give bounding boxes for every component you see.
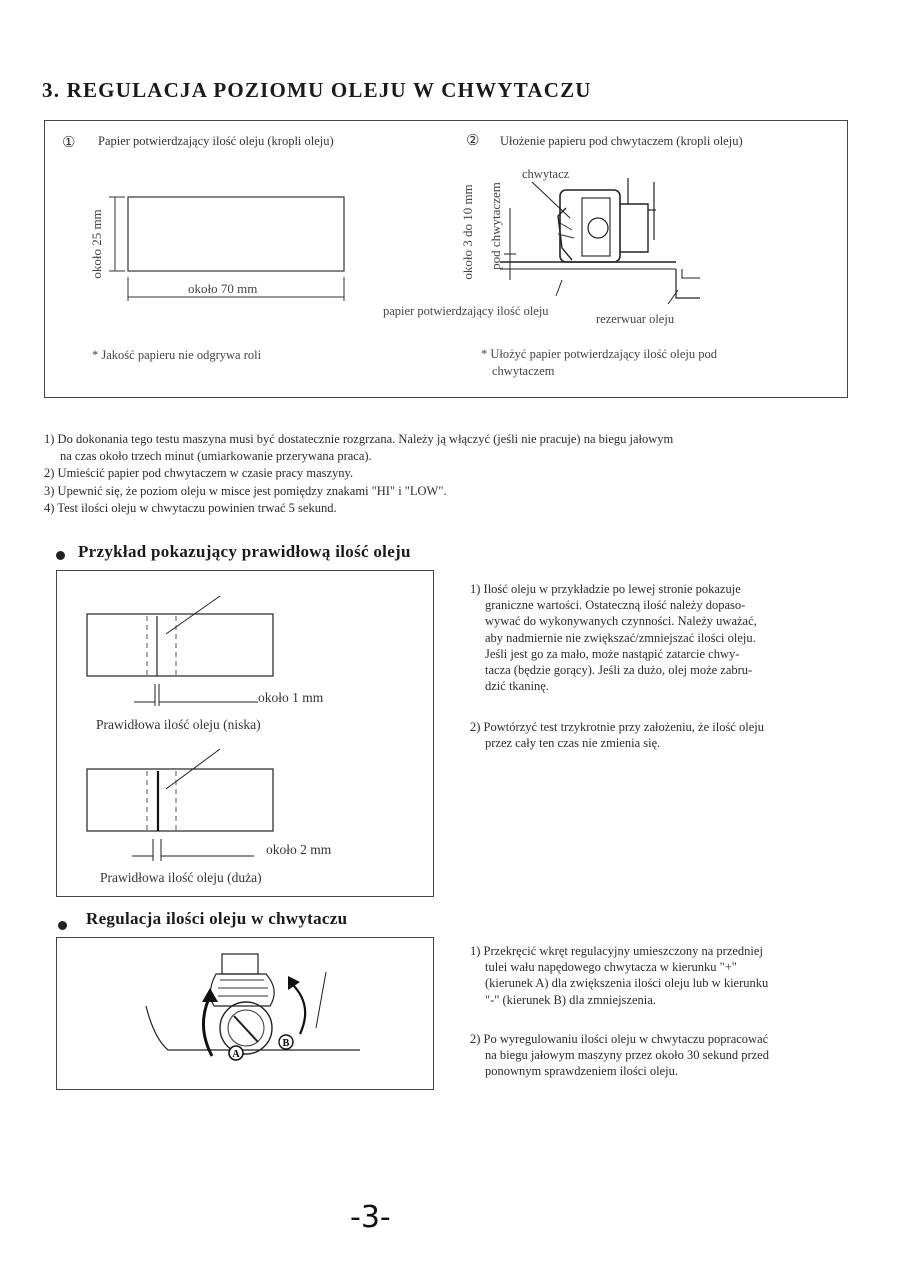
page-title: 3. REGULACJA POZIOMU OLEJU W CHWYTACZU	[42, 78, 592, 102]
adjust-screw-diagram	[130, 946, 370, 1076]
hook-label: chwytacz	[522, 167, 570, 181]
example-paragraph-2: 2) Powtórzyć test trzykrotnie przy założeniu, że ilość oleju przez cały ten czas nie zmienia się.	[470, 720, 764, 751]
placement-note-line2: chwytaczem	[492, 364, 555, 378]
adjust-paragraph-2: 2) Po wyregulowaniu ilości oleju w chwytaczu popracować na biegu jałowym maszyny przez około 30 sekund przed ponownym sprawdzeniem ilości oleju.	[470, 1032, 769, 1079]
paper-label: papier potwierdzający ilość oleju	[383, 304, 549, 318]
low-caption: Prawidłowa ilość oleju (niska)	[96, 717, 261, 732]
page-number: -3-	[350, 1200, 391, 1235]
figure-2-caption: Ułożenie papieru pod chwytaczem (kropli oleju)	[500, 134, 743, 148]
example-heading: Przykład pokazujący prawidłową ilość oleju	[78, 542, 411, 561]
paper-height-label: około 25 mm	[89, 209, 104, 279]
hook-placement-diagram	[500, 168, 700, 308]
reservoir-label: rezerwuar oleju	[596, 312, 675, 326]
step-3: 3) Upewnić się, że poziom oleju w misce jest pomiędzy znakami "HI" i "LOW".	[44, 484, 447, 498]
vertical-label-distance: około 3 do 10 mm	[460, 184, 475, 280]
figure-1-number: ①	[62, 135, 76, 151]
step-1-cont: na czas około trzech minut (umiarkowanie przerywana praca).	[60, 449, 372, 463]
paper-quality-note: * Jakość papieru nie odgrywa roli	[92, 348, 262, 362]
low-dimension-label: około 1 mm	[258, 690, 324, 705]
example-paragraph-1: 1) Ilość oleju w przykładzie po lewej stronie pokazuje graniczne wartości. Ostateczną ilość należy dopaso- wywać do wykonywanych czynności. Należy uważać, aby nadmiernie nie zwiększać/zmniejszać ilości oleju. Jeśli jest go za mało, może nastąpić zatarcie chwy- tacza (będzie gorący). Jeśli za dużo, olej może zabru- dzić tkaninę.	[470, 582, 757, 694]
high-dimension-label: około 2 mm	[266, 842, 332, 857]
adjust-paragraph-1: 1) Przekręcić wkręt regulacyjny umieszczony na przedniej tulei wału napędowego chwytacza w kierunku "+" (kierunek A) dla zwiększenia ilości oleju lub w kierunku "-" (kierunek B) dla zmniejszenia.	[470, 944, 769, 1007]
bullet-icon	[56, 551, 65, 560]
step-4: 4) Test ilości oleju w chwytaczu powinien trwać 5 sekund.	[44, 501, 337, 515]
adjust-heading: Regulacja ilości oleju w chwytaczu	[86, 909, 348, 928]
direction-b-label: B	[282, 1038, 290, 1049]
bullet-icon	[58, 921, 67, 930]
figure-1-caption: Papier potwierdzający ilość oleju (kropli oleju)	[98, 134, 334, 148]
placement-note-line1: * Ułożyć papier potwierdzający ilość oleju pod	[481, 347, 718, 361]
vertical-label-under-hook: pod chwytaczem	[488, 182, 503, 270]
step-1: 1) Do dokonania tego testu maszyna musi być dostatecznie rozgrzana. Należy ją włączyć (jeśli nie pracuje) na biegu jałowym	[44, 432, 674, 446]
paper-width-label: około 70 mm	[188, 281, 258, 296]
figure-2-number: ②	[466, 133, 480, 149]
direction-a-label: A	[232, 1049, 240, 1060]
oil-amount-high-diagram	[82, 743, 282, 863]
high-caption: Prawidłowa ilość oleju (duża)	[100, 870, 262, 885]
oil-amount-low-diagram	[82, 592, 282, 712]
step-2: 2) Umieścić papier pod chwytaczem w czasie pracy maszyny.	[44, 466, 354, 480]
